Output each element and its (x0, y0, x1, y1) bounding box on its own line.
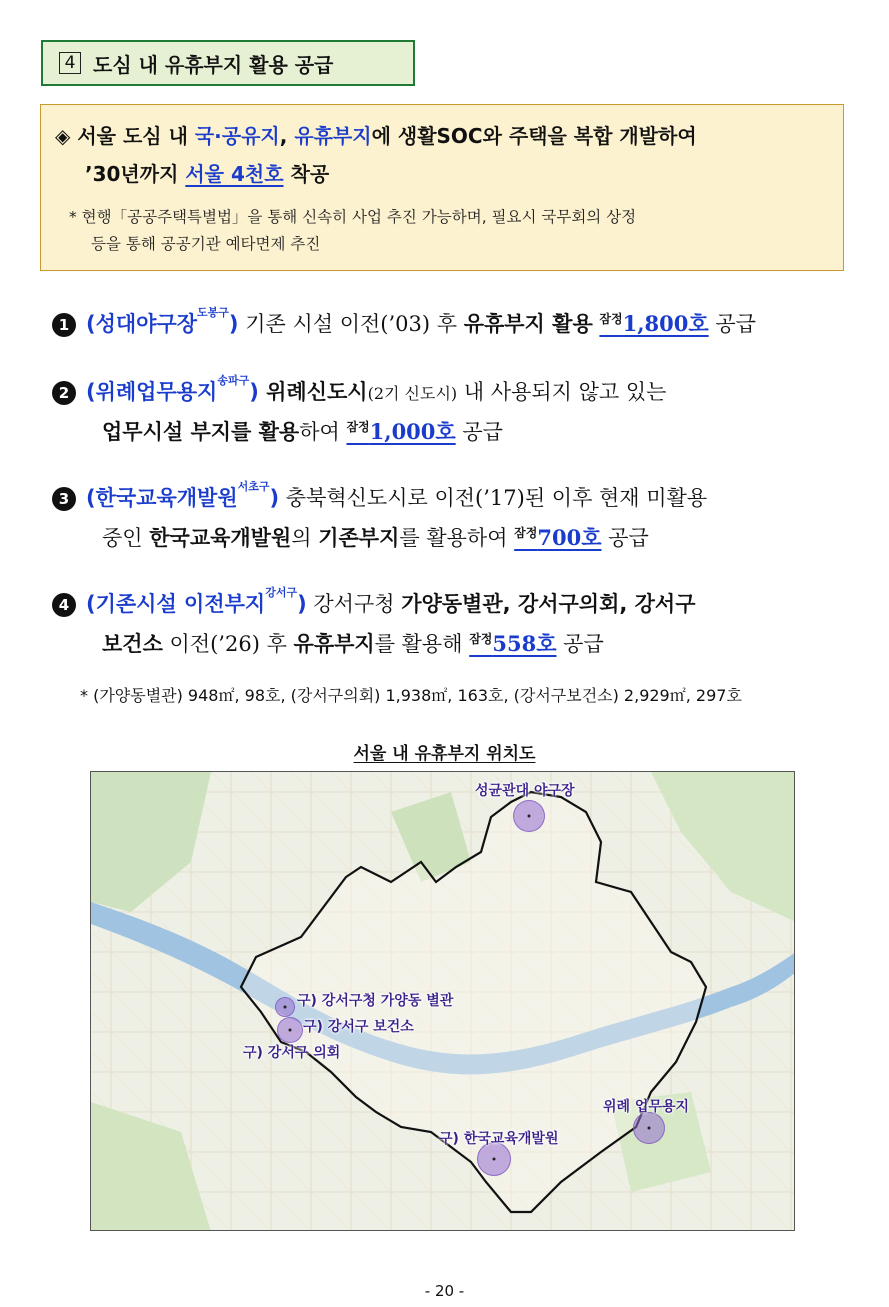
map-title: 서울 내 유휴부지 위치도 (353, 744, 536, 764)
summary-box (40, 104, 844, 271)
label-council: 구) 강서구 의회 (243, 1045, 341, 1061)
item-4-quantity: $^{잠정}$558호 (469, 631, 557, 656)
summary-line-1: ◈ 서울 도심 내 국·공유지, 유휴부지에 생활SOC와 주택을 복합 개발하여 (55, 124, 697, 148)
highlight-idle-land: 유휴부지 (294, 124, 372, 148)
section-number: 4 (59, 52, 81, 74)
item-2-continuation: 업무시설 부지를 활용하여 $^{잠정}$1,000호 공급 (102, 419, 503, 444)
item-2: 2 (위례업무용지$^{송파구}$) 위례신도시(2기 신도시) 내 사용되지 않고 있는 (52, 376, 666, 406)
footnote: * (가양동별관) 948㎡, 98호, (강서구의회) 1,938㎡, 163호, (강서구보건소) 2,929㎡, 297호 (80, 686, 742, 705)
item-1-bullet: 1 (52, 313, 76, 337)
item-3: 3 (한국교육개발원$^{서초구}$) 충북혁신도시로 이전(’17)된 이후 현재 미활용 (52, 482, 707, 512)
item-4-title: (기존시설 이전부지$^{강서구}$) (86, 586, 307, 616)
location-map (90, 771, 795, 1231)
marker-gayang (275, 997, 295, 1017)
label-gayang: 구) 강서구청 가양동 별관 (297, 993, 454, 1009)
item-3-quantity: $^{잠정}$700호 (514, 525, 602, 550)
item-2-bullet: 2 (52, 381, 76, 405)
summary-bullet-icon: ◈ (55, 124, 71, 148)
item-4: 4 (기존시설 이전부지$^{강서구}$) 강서구청 가양동별관, 강서구의회, 강서구 (52, 588, 696, 618)
item-3-bullet: 3 (52, 487, 76, 511)
item-4-bullet: 4 (52, 593, 76, 617)
item-3-title: (한국교육개발원$^{서초구}$) (86, 480, 280, 510)
marker-wirye (633, 1112, 665, 1144)
section-header (41, 40, 415, 86)
page-number: - 20 - (424, 1282, 465, 1300)
highlight-public-land: 국·공유지 (194, 124, 280, 148)
label-skku: 성균관대 야구장 (475, 783, 575, 799)
label-health: 구) 강서구 보건소 (303, 1019, 414, 1035)
label-kedi: 구) 한국교육개발원 (439, 1131, 559, 1147)
summary-note-line-2: 등을 통해 공공기관 예타면제 추진 (91, 235, 321, 253)
marker-skku (513, 800, 545, 832)
summary-note-line-1: * 현행「공공주택특별법」을 통해 신속히 사업 추진 가능하며, 필요시 국무회의 상정 (69, 208, 637, 226)
section-title: 도심 내 유휴부지 활용 공급 (93, 52, 334, 77)
highlight-target: 서울 4천호 (185, 162, 284, 186)
label-wirye: 위례 업무용지 (603, 1099, 690, 1115)
item-3-continuation: 중인 한국교육개발원의 기존부지를 활용하여 $^{잠정}$700호 공급 (102, 525, 649, 550)
item-2-title: (위례업무용지$^{송파구}$) (86, 374, 259, 404)
item-2-quantity: $^{잠정}$1,000호 (346, 419, 456, 444)
item-4-continuation: 보건소 이전(’26) 후 유휴부지를 활용해 $^{잠정}$558호 공급 (102, 631, 604, 656)
item-1-quantity: $^{잠정}$1,800호 (599, 311, 709, 336)
summary-line-2: ’30년까지 서울 4천호 착공 (85, 162, 330, 186)
marker-health (277, 1017, 303, 1043)
item-1: 1 (성대야구장$^{도봉구}$) 기존 시설 이전(’03) 후 유휴부지 활용 $^{잠정}$1,800호 공급 (52, 308, 756, 338)
item-1-title: (성대야구장$^{도봉구}$) (86, 306, 239, 336)
